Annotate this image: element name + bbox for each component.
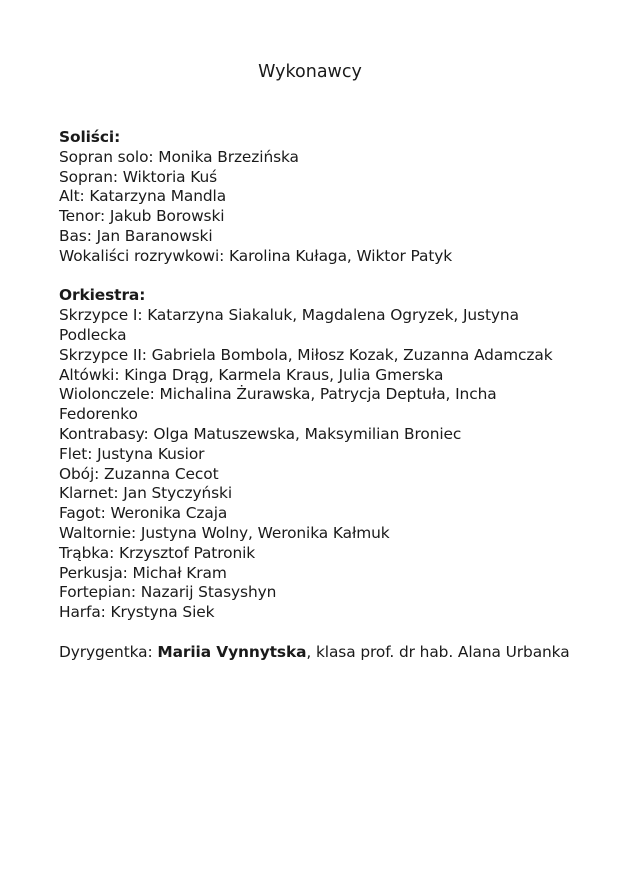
orchestra-line: Skrzypce I: Katarzyna Siakaluk, Magdalena Ogryzek, Justyna — [59, 306, 519, 325]
orchestra-line: Kontrabasy: Olga Matuszewska, Maksymilian Broniec — [59, 424, 462, 443]
orchestra-line: Fedorenko — [59, 405, 138, 424]
section-spacer — [59, 623, 570, 643]
section-spacer — [59, 267, 570, 287]
conductor-line — [59, 643, 570, 663]
orchestra-line: Podlecka — [59, 325, 127, 344]
soloist-line: Sopran: Wiktoria Kuś — [59, 167, 218, 186]
orchestra-heading: Orkiestra: — [59, 286, 146, 305]
orchestra-line: Perkusja: Michał Kram — [59, 563, 227, 582]
conductor-name: Mariia Vynnytska — [157, 642, 307, 661]
orchestra-line: Wiolonczele: Michalina Żurawska, Patrycja Deptuła, Incha — [59, 385, 497, 404]
orchestra-line: Waltornie: Justyna Wolny, Weronika Kałmuk — [59, 523, 390, 542]
orchestra-line: Klarnet: Jan Styczyński — [59, 484, 233, 503]
soloist-line: Wokaliści rozrywkowi: Karolina Kułaga, Wiktor Patyk — [59, 246, 453, 265]
orchestra-line: Harfa: Krystyna Siek — [59, 603, 215, 622]
orchestra-line: Trąbka: Krzysztof Patronik — [59, 543, 256, 562]
orchestra-line: Skrzypce II: Gabriela Bombola, Miłosz Kozak, Zuzanna Adamczak — [59, 345, 553, 364]
conductor-suffix: , klasa prof. dr hab. Alana Urbanka — [306, 642, 570, 661]
page-title: Wykonawcy — [258, 62, 362, 82]
soloist-line: Bas: Jan Baranowski — [59, 226, 213, 245]
soloist-line: Tenor: Jakub Borowski — [59, 207, 225, 226]
soloist-line: Sopran solo: Monika Brzezińska — [59, 147, 299, 166]
orchestra-line: Fagot: Weronika Czaja — [59, 504, 228, 523]
performers-list — [59, 128, 570, 663]
orchestra-line: Altówki: Kinga Drąg, Karmela Kraus, Julia Gmerska — [59, 365, 444, 384]
orchestra-line: Obój: Zuzanna Cecot — [59, 464, 219, 483]
conductor-label: Dyrygentka: — [59, 642, 158, 661]
orchestra-line: Flet: Justyna Kusior — [59, 444, 205, 463]
soloist-line: Alt: Katarzyna Mandla — [59, 187, 227, 206]
soloists-heading: Soliści: — [59, 128, 121, 146]
orchestra-line: Fortepian: Nazarij Stasyshyn — [59, 583, 277, 602]
